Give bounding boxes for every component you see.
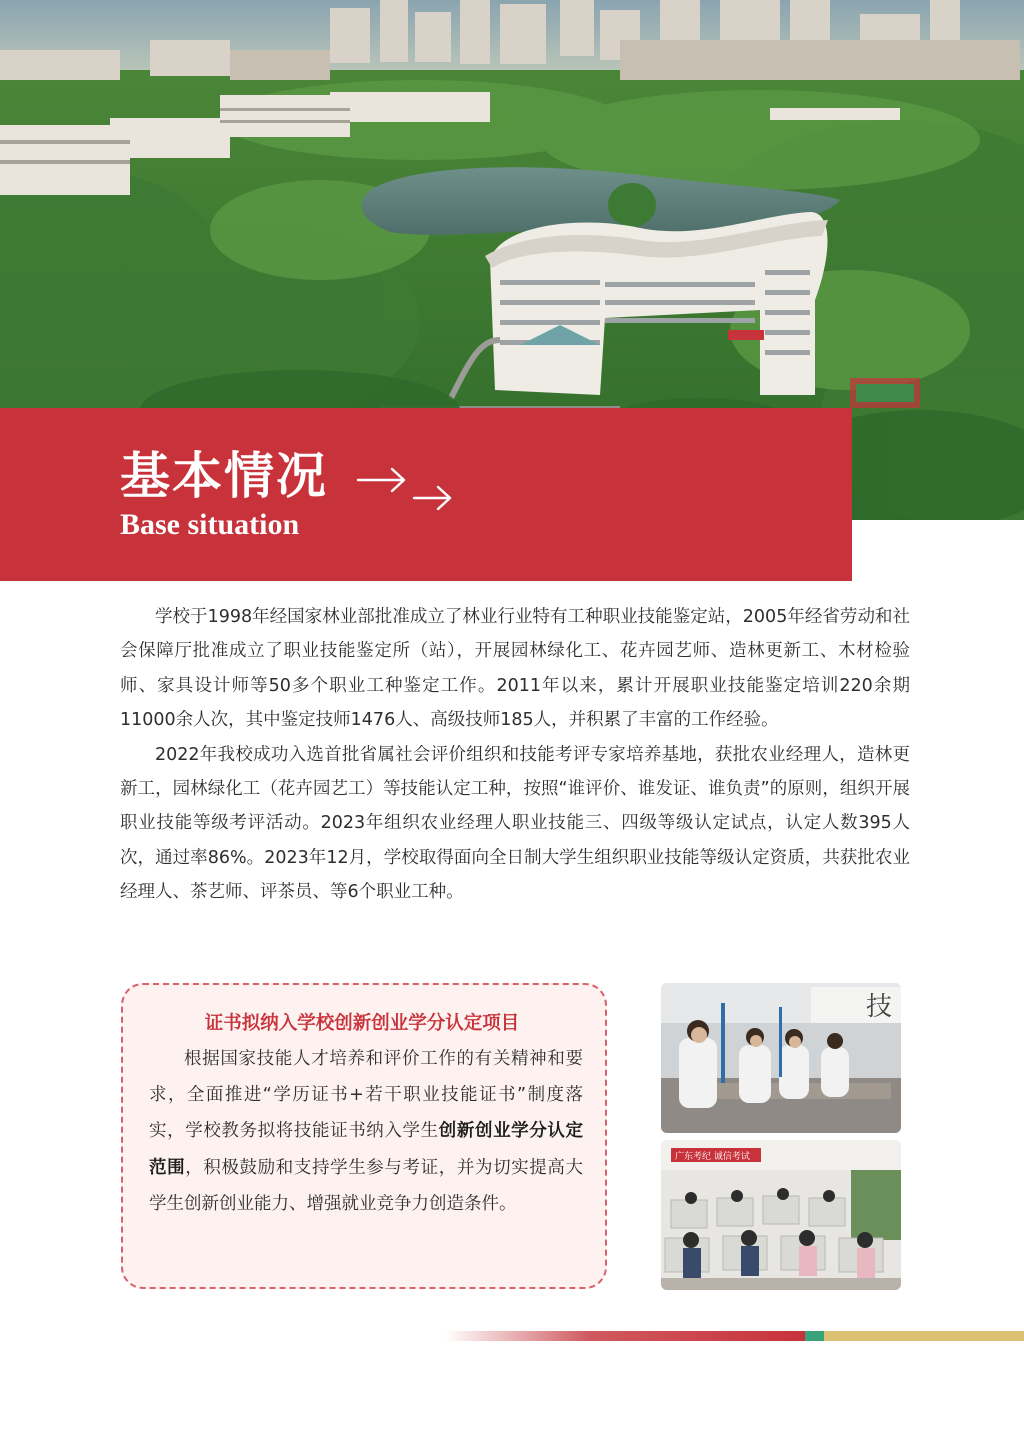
body-text (120, 600, 910, 910)
callout-title: 证书拟纳入学校创新创业学分认定项目 (204, 1013, 520, 1034)
photo1-sign-text: 技 (866, 992, 893, 1022)
callout-text-after: ，积极鼓励和支持学生参与考证，并为切实提高大学生创新创业能力、增强就业竞争力创造条件。 (149, 1157, 583, 1214)
callout-box (121, 983, 607, 1289)
section-title-cn: 基本情况 (120, 447, 328, 505)
section-title-en: Base situation (120, 508, 300, 541)
footer-bar-gold (824, 1331, 1024, 1341)
photo2-banner-text: 广东考纪 诚信考试 (675, 1152, 750, 1162)
callout-text-before: 根据国家技能人才培养和评价工作的有关精神和要求，全面推进“学历证书+若干职业技能证书”制度落实，学校教务拟将技能证书纳入学生 (149, 1049, 583, 1142)
footer-bar-teal (805, 1331, 824, 1341)
footer-bar-red (445, 1331, 805, 1341)
callout-text (149, 1041, 583, 1222)
arrow-right-icon (352, 458, 452, 522)
callout-text-bold: 创新创业学分认定范围 (149, 1121, 584, 1178)
paragraph-1: 学校于1998年经国家林业部批准成立了林业行业特有工种职业技能鉴定站，2005年经省劳动和社会保障厅批准成立了职业技能鉴定所（站），开展园林绿化工、花卉园艺师、造林更新工、木材检验师、家具设计师等50多个职业工种鉴定工作。2011年以来，累计开展职业技能鉴定培训220余期11000余人次，其中鉴定技师1476人、高级技师185人，并积累了丰富的工作经验。 (120, 607, 910, 731)
paragraph-2: 2022年我校成功入选首批省属社会评价组织和技能考评专家培养基地，获批农业经理人，造林更新工，园林绿化工（花卉园艺工）等技能认定工种，按照“谁评价、谁发证、谁负责”的原则，组织开展职业技能等级考评活动。2023年组织农业经理人职业技能三、四级等级认定试点，认定人数395人次，通过率86%。2023年12月，学校取得面向全日制大学生组织职业技能等级认定资质，共获批农业经理人、茶艺师、评茶员、等6个职业工种。 (120, 744, 910, 903)
photo-tea-art-training (661, 983, 901, 1133)
photo-computer-exam-room (661, 1140, 901, 1290)
